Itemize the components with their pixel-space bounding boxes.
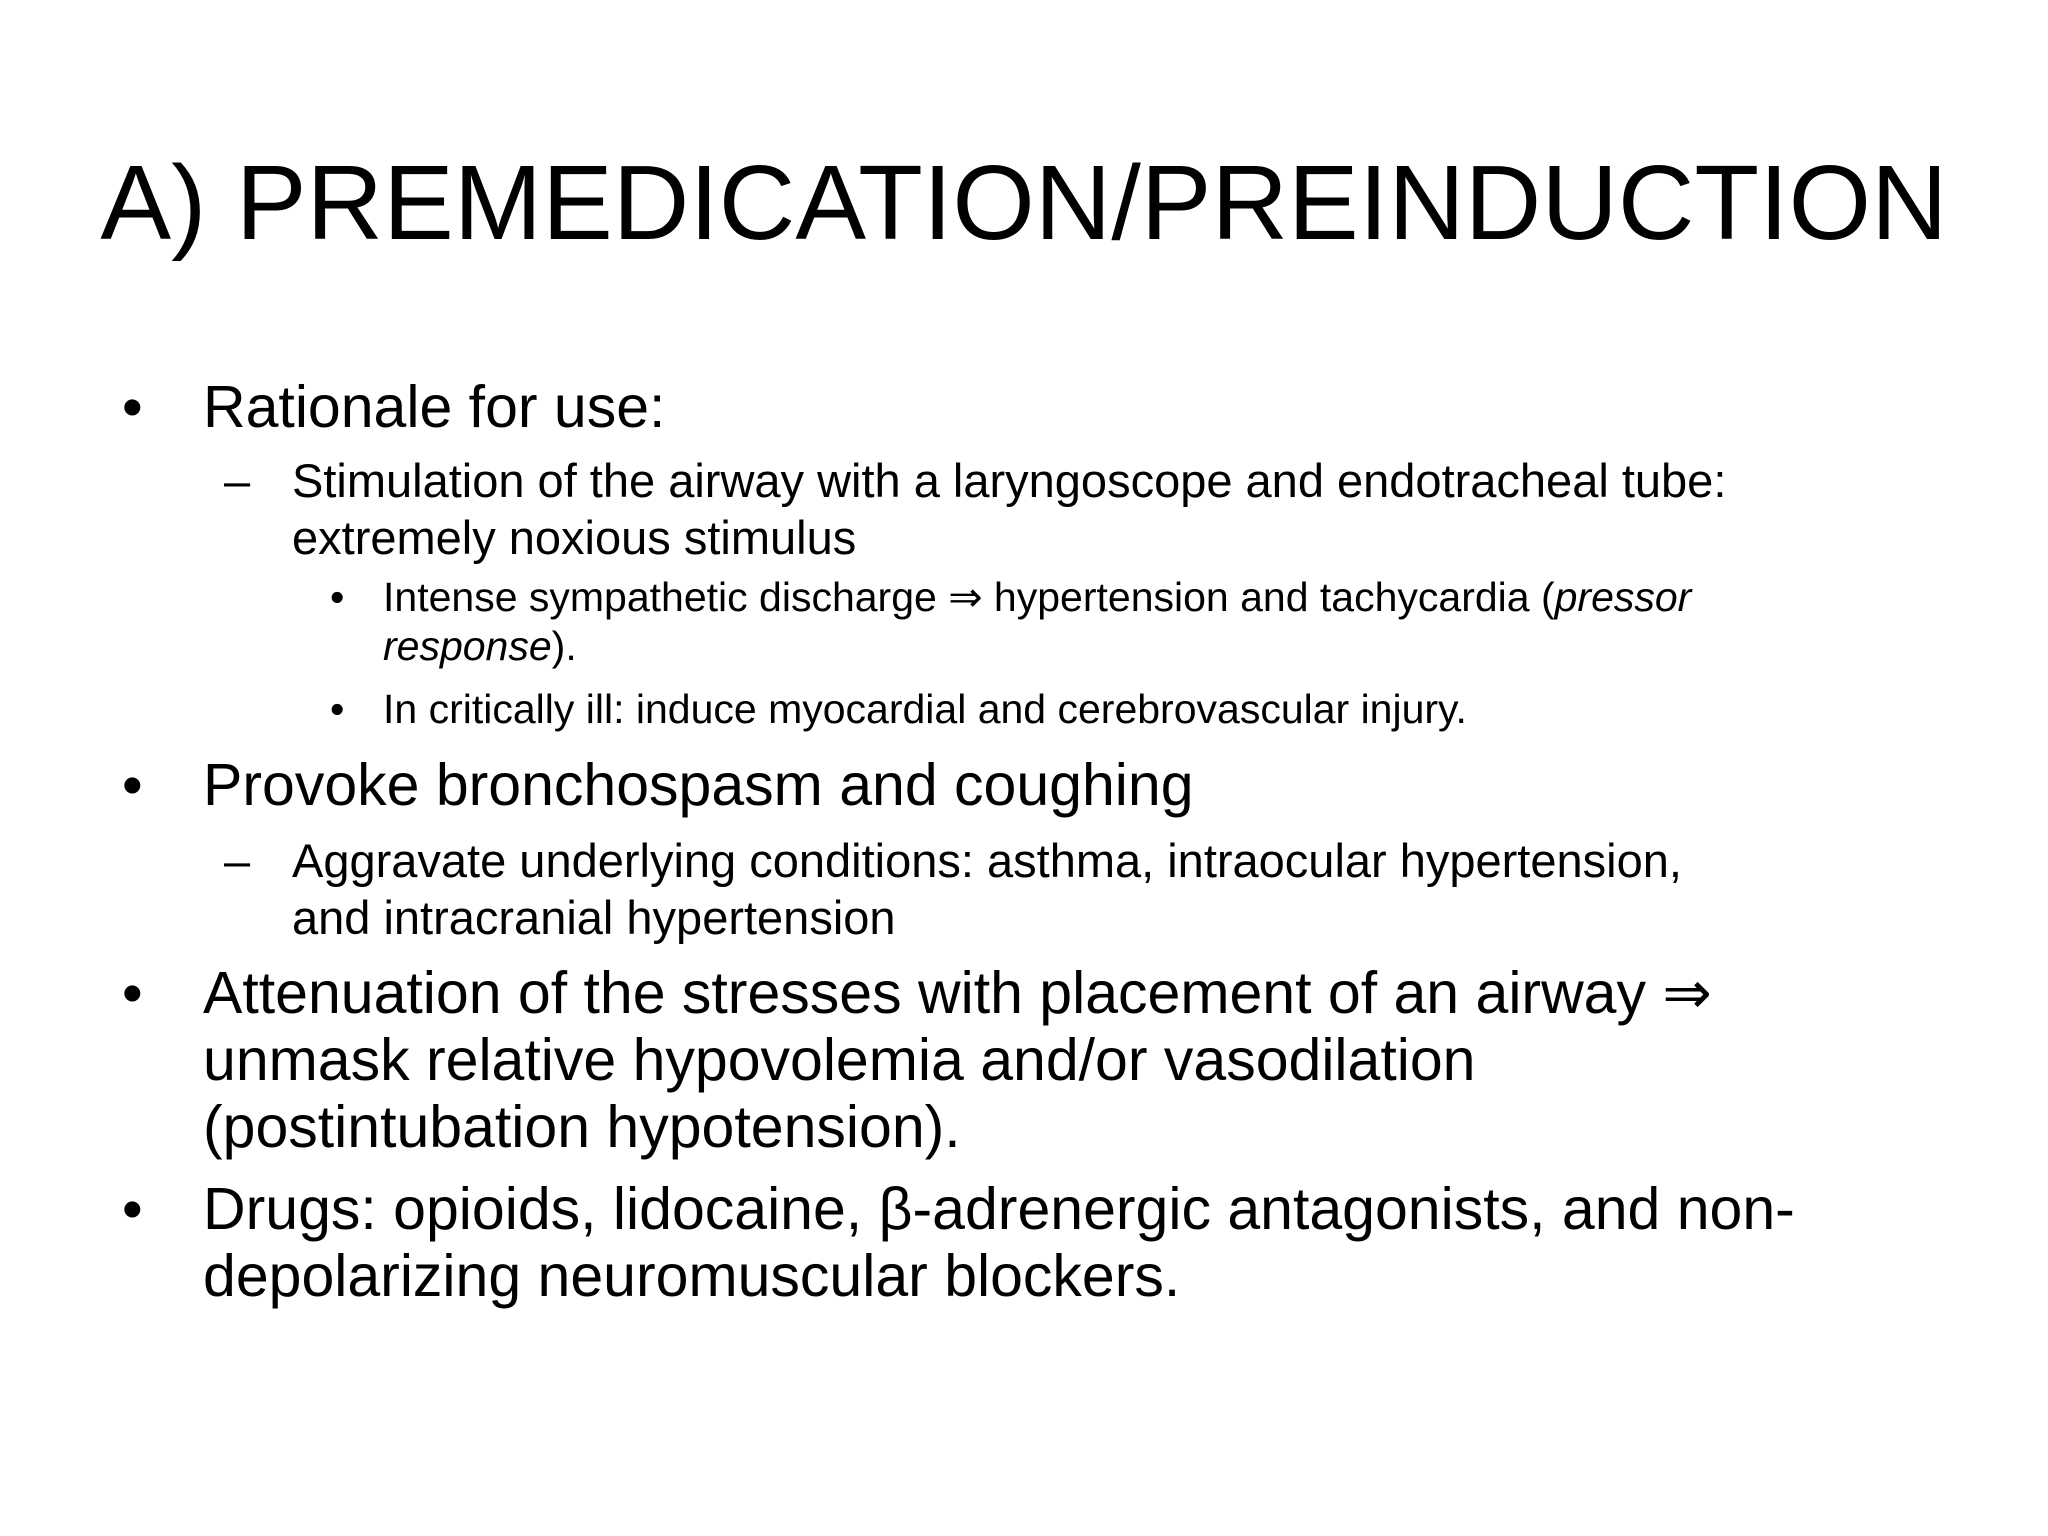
bullet-text-line: Attenuation of the stresses with placement of an airway ⇒ xyxy=(203,960,1712,1026)
italic-run: response xyxy=(383,623,552,669)
bullet-marker: • xyxy=(330,574,345,620)
bullet-text: Rationale for use: xyxy=(203,374,666,440)
sub-item-text-line: Aggravate underlying conditions: asthma, intraocular hypertension, xyxy=(292,834,1682,887)
bullet-marker: • xyxy=(330,686,345,732)
bullet-marker: • xyxy=(122,752,143,818)
bullet-marker: • xyxy=(122,960,143,1026)
sub-item-text-line: and intracranial hypertension xyxy=(292,891,896,944)
sub-sub-item-text-line: In critically ill: induce myocardial and cerebrovascular injury. xyxy=(383,686,1467,732)
slide-title: A) PREMEDICATION/PREINDUCTION xyxy=(100,144,1948,262)
bullet-text-line: unmask relative hypovolemia and/or vasodilation xyxy=(203,1027,1476,1093)
bullet-marker: • xyxy=(122,374,143,440)
bullet-text-line: Drugs: opioids, lidocaine, β-adrenergic antagonists, and non- xyxy=(203,1176,1795,1242)
bullet-text-line: depolarizing neuromuscular blockers. xyxy=(203,1243,1181,1309)
italic-run: pressor xyxy=(1554,574,1692,620)
dash-marker: – xyxy=(224,834,251,887)
text-run: Intense sympathetic discharge ⇒ hypertension and tachycardia ( xyxy=(383,574,1555,620)
bullet-text-line: (postintubation hypotension). xyxy=(203,1094,961,1160)
bullet-text: Provoke bronchospasm and coughing xyxy=(203,752,1194,818)
sub-item-text-line: Stimulation of the airway with a laryngoscope and endotracheal tube: xyxy=(292,454,1727,507)
text-run: ). xyxy=(551,623,577,669)
sub-sub-item-text-line xyxy=(383,573,1691,622)
sub-sub-item-text-line xyxy=(383,622,577,671)
bullet-marker: • xyxy=(122,1176,143,1242)
dash-marker: – xyxy=(224,454,251,507)
sub-item-text-line: extremely noxious stimulus xyxy=(292,511,857,564)
